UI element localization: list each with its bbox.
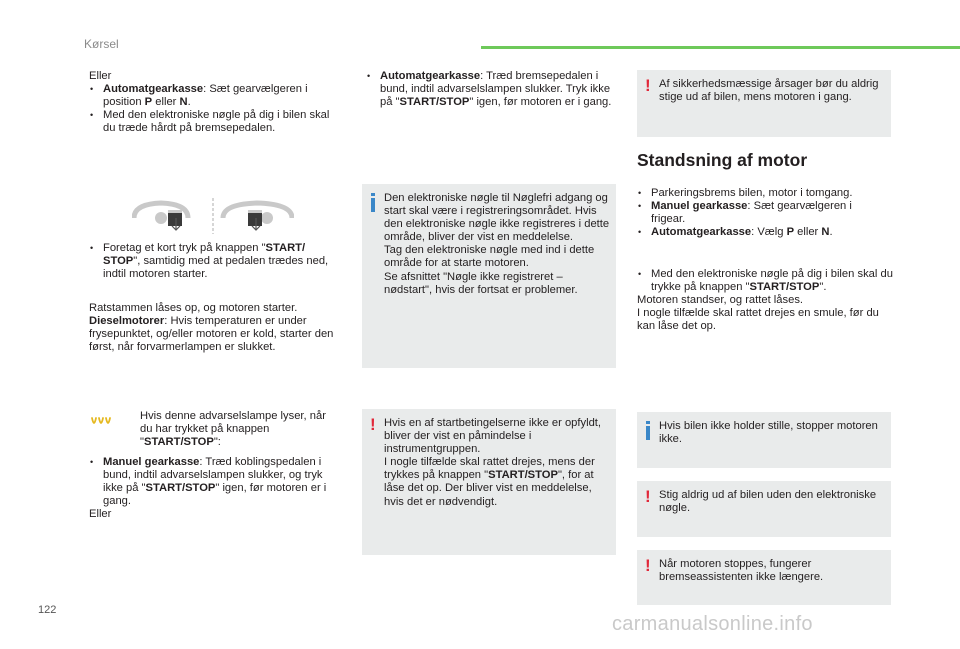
bullet-park-brake: • Parkeringsbrems bilen, motor i tomgang. [637, 187, 887, 200]
warning-brake-assist-text: Når motoren stoppes, fungerer bremseassistenten ikke længere. [659, 558, 824, 584]
warning-box-brake-assist [637, 550, 891, 605]
paragraph-eller-2: Eller [89, 508, 112, 521]
warning-box-key [637, 481, 891, 537]
column-1-mid [89, 302, 339, 354]
exclamation-icon: ! [370, 415, 376, 434]
paragraph-steering-unlocked: Ratstammen låses op, og motoren starter. [89, 302, 298, 314]
warning-safety-text: Af sikkerhedsmæssige årsager bør du aldrig stige ud af bilen, mens motoren i gang. [659, 78, 879, 104]
exclamation-icon: ! [645, 487, 651, 506]
exclamation-icon: ! [645, 76, 651, 95]
bullet-press-start-stop: • Foretag et kort tryk på knappen "START/ STOP", samtidig med at pedalen trædes ned, indtil motoren starter. [89, 242, 337, 281]
info-box-electronic-key [362, 184, 616, 368]
watermark: carmanualsonline.info [612, 613, 813, 635]
info-icon [646, 421, 650, 440]
steering-button-illustration [132, 196, 294, 236]
column-2-top [366, 70, 616, 109]
bullet-manual-gearbox: • Manuel gearkasse: Træd koblingspedalen i bund, indtil advarselslampen slukker, og tryk ikke på "START/STOP" igen, før motoren er i gang. [89, 456, 339, 508]
bullet-automatic-select: • Automatgearkasse: Vælg P eller N. [637, 226, 887, 239]
heading-stop-engine: Standsning af motor [637, 150, 808, 170]
paragraph-lamp-warning: Hvis denne advarselslampe lyser, når du har trykket på knappen "START/STOP": [140, 410, 326, 449]
bullet-automatic-brake: • Automatgearkasse: Træd bremsepedalen i bund, indtil advarselslampen slukker. Tryk ikke på "START/STOP" igen, før motoren er i gang. [366, 70, 616, 109]
lamp-text [140, 410, 330, 449]
page-number: 122 [38, 604, 57, 616]
steering-wheel-left-icon [134, 203, 188, 230]
bullet-automatic-gearbox: • Automatgearkasse: Sæt gearvælgeren i position P eller N. [89, 83, 339, 109]
paragraph-eller: Eller [89, 70, 112, 82]
steering-wheel-right-icon [223, 203, 292, 230]
section-label: Kørsel [84, 37, 119, 51]
info-icon [371, 193, 375, 212]
section-accent-bar [481, 46, 960, 49]
bullet-manual-neutral: • Manuel gearkasse: Sæt gearvælgeren i frigear. [637, 200, 887, 226]
warning-box-safety [637, 70, 891, 137]
info-electronic-key-text: Den elektroniske nøgle til Nøglefri adgang og start skal være i registreringsområdet. Hvis den elektroniske nøgle ikke registreres i dette område, bliver der vist en meddelelse. Tag den elektroniske nøgle med ind i dette område for at starte motoren. Se afsnittet "Nøgle ikke registreret – nødstart", hvis der fortsat er problemer. [384, 192, 610, 296]
info-not-stationary-text: Hvis bilen ikke holder stille, stopper motoren ikke. [659, 420, 878, 446]
warning-start-conditions-text: Hvis en af startbetingelserne ikke er opfyldt, bliver der vist en påmindelse i instrumentgruppen. I nogle tilfælde skal rattet drejes, mens der trykkes på knappen "START/STOP", for at låse det op. Der bliver vist en meddelelse, hvis det er nødvendigt. [384, 417, 602, 508]
warning-key-text: Stig aldrig ud af bilen uden den elektroniske nøgle. [659, 489, 877, 515]
column-3-bullets [637, 187, 887, 239]
column-1-bottom [89, 456, 339, 521]
exclamation-icon: ! [645, 556, 651, 575]
paragraph-engine-stops: Motoren standser, og rattet låses. [637, 294, 804, 307]
glow-plug-lamp-icon [90, 414, 114, 430]
paragraph-diesel: Dieselmotorer: Hvis temperaturen er under frysepunktet, og/eller motoren er kold, starter den først, når forvarmerlampen er slukket. [89, 315, 334, 354]
column-1-press [89, 242, 337, 281]
warning-box-start-conditions [362, 409, 616, 555]
bullet-key-in-car: • Med den elektroniske nøgle på dig i bilen skal du træde hårdt på bremsepedalen. [89, 109, 339, 135]
column-3-press [637, 268, 893, 333]
column-1-top [89, 70, 339, 135]
paragraph-turn-wheel: I nogle tilfælde skal rattet drejes en smule, før du kan låse det op. [637, 307, 879, 333]
bullet-press-stop: • Med den elektroniske nøgle på dig i bilen skal du trykke på knappen "START/STOP". [637, 268, 893, 294]
info-box-not-stationary [637, 412, 891, 468]
